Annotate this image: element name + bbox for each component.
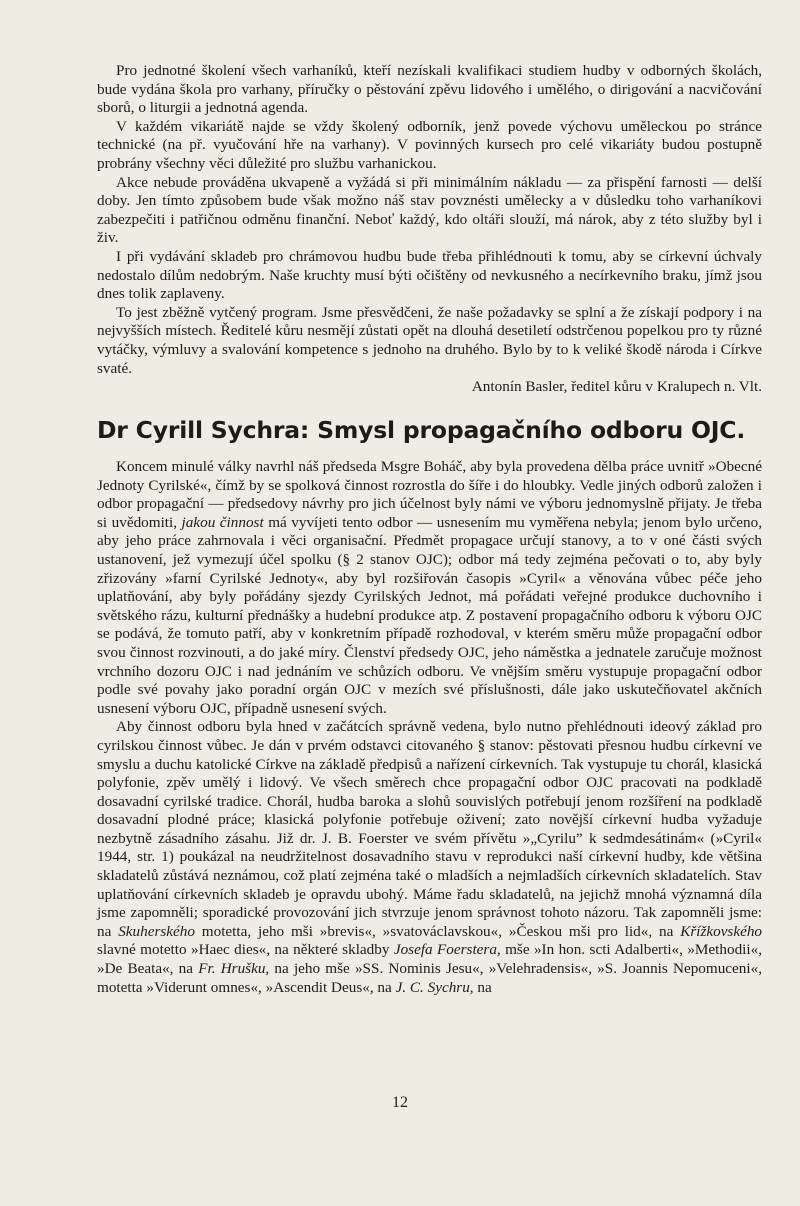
composer-name: J. C. Sychru, bbox=[395, 978, 474, 996]
composer-name: Josefa Foerstera, bbox=[393, 941, 501, 959]
author-signature: Antonín Basler, ředitel kůru v Kralupech n. Vlt. bbox=[471, 378, 762, 396]
paragraph: V každém vikariátě najde se vždy školený odborník, jenž povede výchovu uměleckou po stránce technické (na př. vyučování hře na varhany). V povinných kursech pro celé vikariáty budou postupně probrány všechny věci důležité pro službu varhanickou. bbox=[97, 117, 762, 172]
paragraph: To jest zběžně vytčený program. Jsme přesvědčeni, že naše požadavky se splní a že získají podpory i na nejvyšších místech. Ředitelé kůru nesmějí zůstati opět na dlouhá desetiletí odstrčenou popelkou pro ty různé vytáčky, výmluvy a svalování kompetence s jednoho na druhého. Bylo by to k veliké škodě národa i Církve svaté. bbox=[97, 303, 762, 377]
composer-name: Křížkovského bbox=[680, 922, 763, 940]
composer-name: Skuherského bbox=[118, 922, 195, 940]
text-run: Koncem minulé války navrhl náš předseda Msgre Boháč, aby byla provedena dělba práce uvnitř »Obecné Jednoty Cyrilské«, čímž by se spolková činnost rozrostla do šíře i do hloubky. Vedle jiných odborů založen i odbor propagační — předsedovy návrhy pro jich účelnost byly námi ve výboru jednomyslně přijaty. Je třeba si uvědomiti, bbox=[97, 458, 762, 531]
previous-article-end bbox=[97, 62, 762, 397]
article-body bbox=[97, 458, 762, 997]
text-run: motetta, jeho mši »brevis«, »svatováclavskou«, »Českou mši pro lid«, na bbox=[201, 922, 674, 940]
paragraph: I při vydávání skladeb pro chrámovou hudbu bude třeba přihlédnouti k tomu, aby se církevní úchvaly nedostalo dílům nedobrým. Naše kruchty musí býti očištěny od nevkusného a necírkevního braku, jímž jsou dnes tolik zaplaveny. bbox=[97, 247, 762, 303]
emphasis: jakou činnost bbox=[181, 513, 264, 531]
text-run: má vyvíjeti tento odbor — usnesením mu vyměřena nebyla; jenom bylo určeno, aby jeho práce zahrnovala i věci organisační. Předmět propagace určují stanovy, a to v oné části svých ustanovení, jež vymezují účel spolku (§ 2 stanov OJC); odbor má tedy zejména pečovati o to, aby byly zřizovány »farní Cyrilské Jednoty«, aby byl rozšiřován časopis »Cyril« a věnována vůbec péče jeho uplatňování, aby byly pořádány sjezdy Cyrilských Jednot, má pořádati veřejné produkce duchovního i světského rázu, kulturní přednášky a hudební produkce atp. Z postavení propagačního odboru k výboru OJC se podává, že tomuto patří, aby v konkretním případě rozhodoval, v kterém směru může propagační odbor svou činnost rozvinouti, a do jaké míry. Členství předsedy OJC, jeho náměstka a jednatele zaručuje možnost vrchního dozoru OJC i nad jednáním ve schůzích odboru. Ve vnějším směru vystupuje propagační odbor podle své povahy jako poradní orgán OJC v mezích své příslušnosti, dále jako uskutečňovatel akčních usnesení výboru OJC, případně usnesení svých. bbox=[97, 513, 762, 717]
text-run: na jeho mše »SS. Nominis Jesu«, »Velehradensis«, »S. Joannis Nepomuceni«, motetta »Viderunt omnes«, »Ascendit Deus«, na bbox=[97, 960, 762, 996]
text-run: Aby činnost odboru byla hned v začátcích správně vedena, bylo nutno přehlédnouti ideový základ pro cyrilskou činnost vůbec. Je dán v prvém odstavci citovaného § stanov: pěstovati přesnou hudbu církevní ve smyslu a duchu katolické Církve na základě předpisů a nařízení církevních. Tak vystupuje tu chorál, klasická polyfonie, zpěv umělý i lidový. Ve všech směrech chce propagační odbor OJC pracovati na podkladě dosavadní cyrilské tradice. Chorál, hudba baroka a slohů souvislých potřebují jenom rozšíření na podkladě dosavadní plodné práce; klasická polyfonie potřebuje oživení; zato novější církevní hudba vyžaduje nezbytně zásadního zásahu. Již dr. J. B. Foerster ve svém přívětu »„Cyrilu” k sedmdesátinám« (»Cyril« 1944, str. 1) poukázal na neudržitelnost dosavadního stavu v reprodukci naší církevní hudby, kde většina skladatelů zůstává neznámou, což platí zejména také o mladších a nejmladších církevních skladatelích. Stav uplatňování církevních skladeb je opravdu ubohý. Máme řadu skladatelů, na jejichž mnohá významná díla jsme zapomněli; sporadické provozování jich stvrzuje jenom správnost tohoto názoru. Tak zapomněli jsme: na bbox=[97, 718, 762, 940]
paragraph bbox=[97, 458, 762, 718]
page-number: 12 bbox=[392, 1094, 408, 1111]
paragraph: Akce nebude prováděna ukvapeně a vyžádá si při minimálním nákladu — za přispění farnosti — delší doby. Jen tímto způsobem bude však možno náš stav povznésti umělecky a v důsledku toho varhaníkovi zabezpečiti i patřičnou odměnu finanční. Neboť každý, kdo oltáři slouží, má nárok, aby z této služby byl i živ. bbox=[97, 173, 762, 247]
text-run: mše »In hon. scti Adalberti«, »Methodii«, »De Beata«, na bbox=[97, 941, 762, 978]
text-run: na bbox=[477, 978, 492, 996]
text-run: slavné motetto »Haec dies«, na některé skladby bbox=[97, 941, 390, 959]
paragraph bbox=[97, 718, 762, 997]
article-title: Dr Cyrill Sychra: Smysl propagačního odboru OJC. bbox=[97, 416, 746, 444]
composer-name: Fr. Hrušku, bbox=[198, 960, 270, 978]
paragraph: Pro jednotné školení všech varhaníků, kteří nezískali kvalifikaci studiem hudby v odborných školách, bude vydána škola pro varhany, příručky o pěstování zpěvu lidového i umělého, o dirigování a nacvičování sborů, o liturgii a jednotná agenda. bbox=[97, 62, 762, 117]
